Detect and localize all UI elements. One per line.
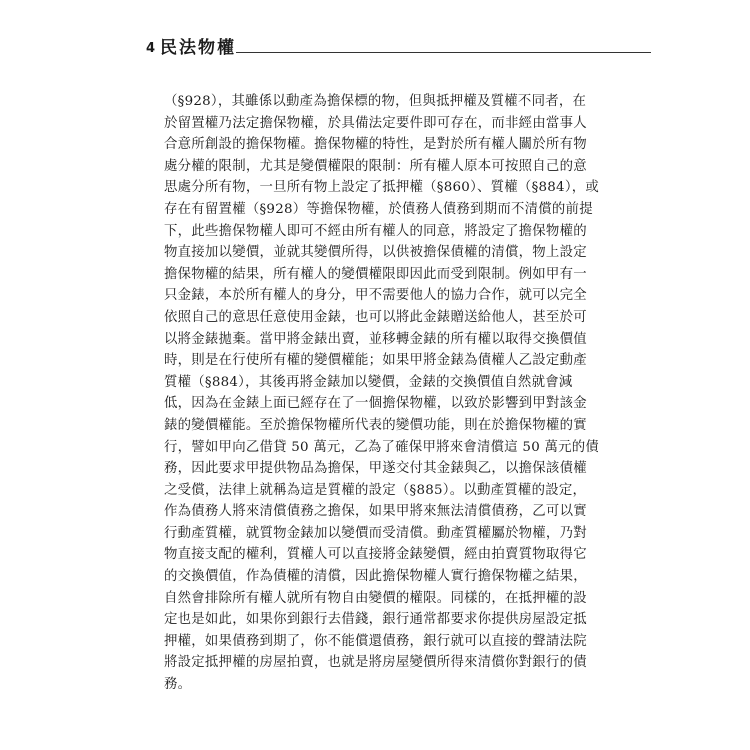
text-line: 之受償，法律上就稱為這是質權的設定（§885）。以動產質權的設定， (164, 482, 587, 498)
page-number: 4 (146, 41, 156, 56)
text-line: 合意所創設的擔保物權。擔保物權的特性，是對於所有權人關於所有物 (164, 137, 587, 153)
text-line: 下，此些擔保物權人即可不經由所有權人的同意，將設定了擔保物權的 (164, 223, 587, 239)
text-line: 擔保物權的結果，所有權人的變價權限即因此而受到限制。例如甲有一 (164, 266, 587, 282)
running-header (146, 37, 651, 61)
text-line: 錶的變價權能。至於擔保物權所代表的變價功能，則在於擔保物權的實 (164, 417, 587, 433)
text-line: 以將金錶拋棄。當甲將金錶出賣，並移轉金錶的所有權以取得交換價值 (164, 331, 587, 347)
text-line: 於留置權乃法定擔保物權，於具備法定要件即可存在，而非經由當事人 (164, 115, 587, 131)
text-line: 定也是如此，如果你到銀行去借錢，銀行通常都要求你提供房屋設定抵 (164, 612, 587, 628)
text-line: 務，因此要求甲提供物品為擔保，甲遂交付其金錶與乙，以擔保該債權 (164, 461, 587, 477)
text-line: 時，則是在行使所有權的變價權能；如果甲將金錶為債權人乙設定動產 (164, 353, 587, 369)
text-line: （§928），其雖係以動產為擔保標的物，但與抵押權及質權不同者，在 (164, 94, 587, 109)
header-rule (236, 52, 651, 53)
text-line: 將設定抵押權的房屋拍賣，也就是將房屋變價所得來清償你對銀行的債 (164, 655, 587, 671)
text-line: 依照自己的意思任意使用金錶，也可以將此金錶贈送給他人，甚至於可 (164, 309, 587, 325)
text-line: 自然會排除所有權人就所有物自由變價的權限。同樣的，在抵押權的設 (164, 590, 587, 606)
text-line: 存在有留置權（§928）等擔保物權，於債務人債務到期而不清償的前提 (164, 201, 593, 217)
text-line: 處分權的限制，尤其是變價權限的限制：所有權人原本可按照自己的意 (164, 158, 587, 174)
text-line: 思處分所有物，一旦所有物上設定了抵押權（§860）、質權（§884），或 (164, 180, 600, 196)
text-line: 低，因為在金錶上面已經存在了一個擔保物權，以致於影響到甲對該金 (164, 396, 587, 412)
book-title: 民法物權 (160, 38, 236, 58)
text-line: 只金錶，本於所有權人的身分，甲不需要他人的協力合作，就可以完全 (164, 288, 587, 304)
text-line: 行，譬如甲向乙借貸 50 萬元，乙為了確保甲將來會清償這 50 萬元的債 (164, 439, 600, 455)
body-text (164, 91, 600, 696)
text-line: 押權，如果債務到期了，你不能償還債務，銀行就可以直接的聲請法院 (164, 633, 587, 649)
text-line: 質權（§884），其後再將金錶加以變價，金錶的交換價值自然就會減 (164, 374, 573, 390)
text-line: 作為債務人將來清償債務之擔保，如果甲將來無法清償債務，乙可以實 (164, 504, 587, 520)
text-line: 物直接加以變價，並就其變價所得，以供被擔保債權的清償，物上設定 (164, 245, 587, 261)
text-line: 的交換價值，作為債權的清償，因此擔保物權人實行擔保物權之結果， (164, 569, 587, 585)
text-line: 務。 (164, 677, 192, 693)
text-line: 物直接支配的權利，質權人可以直接將金錶變價，經由拍賣質物取得它 (164, 547, 587, 563)
text-line: 行動產質權，就質物金錶加以變價而受清償。動產質權屬於物權，乃對 (164, 525, 587, 541)
